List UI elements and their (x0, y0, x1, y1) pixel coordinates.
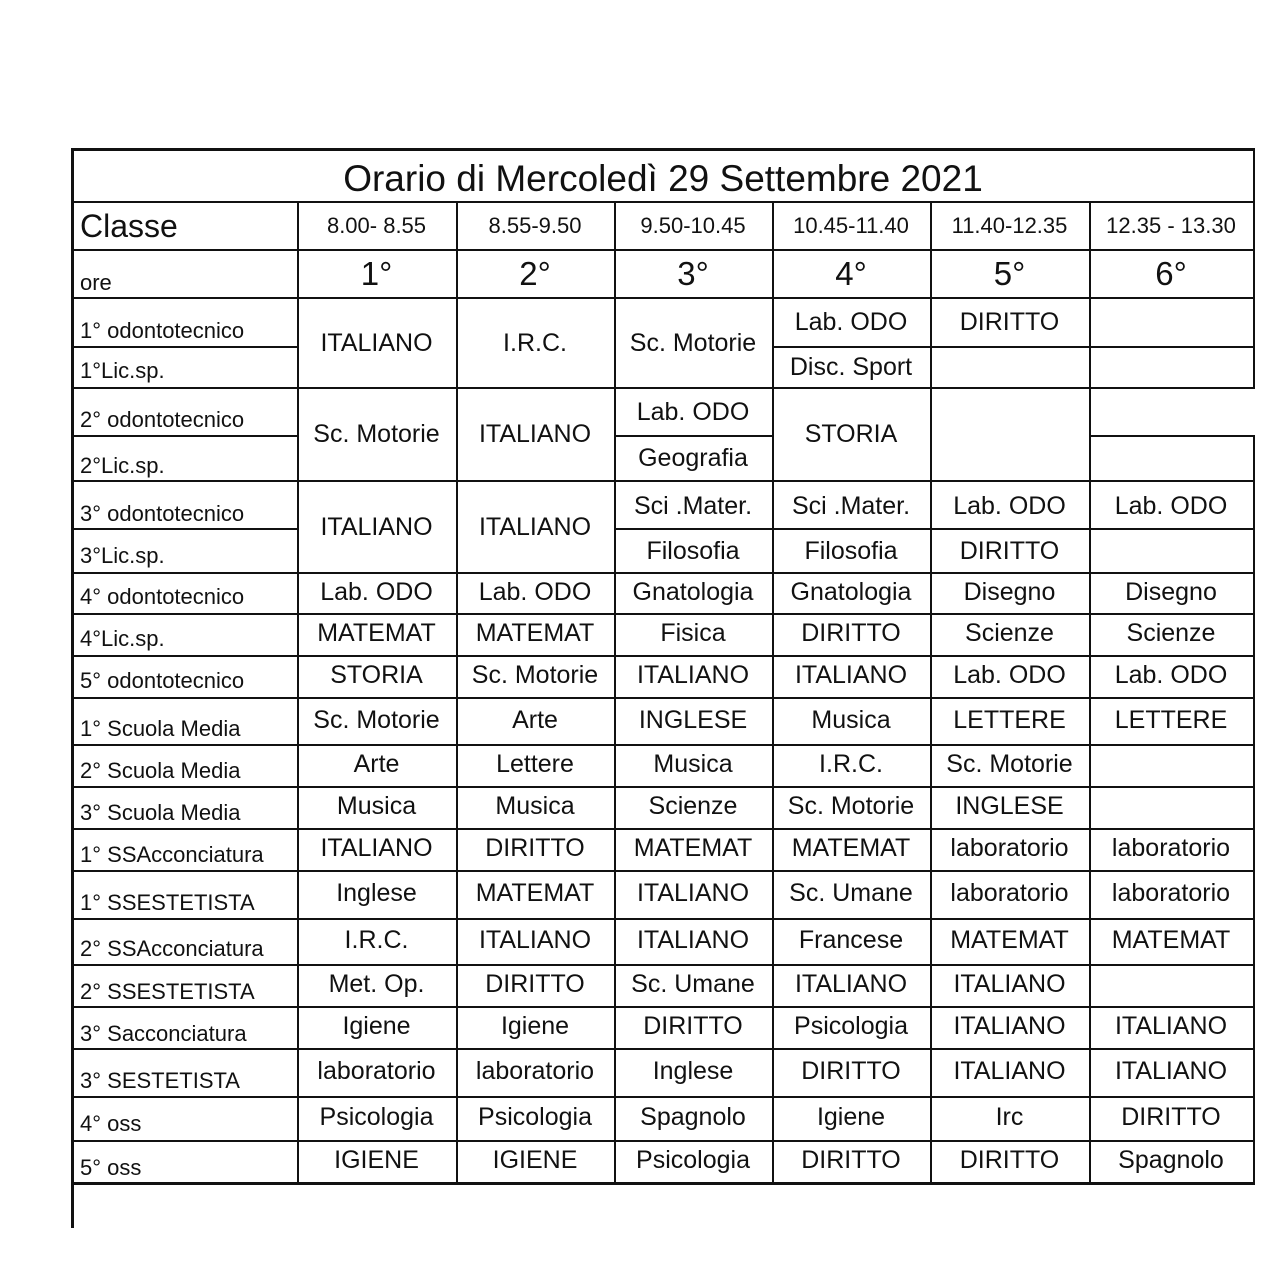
timetable-cell: DIRITTO (643, 1012, 743, 1040)
timetable-cell: Lettere (496, 750, 574, 778)
class-label: 4°Lic.sp. (80, 626, 165, 651)
timetable-cell: DIRITTO (801, 1146, 901, 1174)
timetable-cell: Igiene (816, 1103, 886, 1131)
class-label: 1° SSAcconciatura (80, 842, 264, 867)
timetable-cell: DIRITTO (1121, 1103, 1221, 1131)
grid-line (1253, 148, 1255, 388)
timetable-cell: ITALIANO (478, 926, 592, 954)
timetable-cell: Psicologia (794, 1012, 908, 1040)
timetable-cell: Sci .Mater. (791, 491, 911, 520)
class-label: 3° SESTETISTA (80, 1068, 240, 1093)
timetable-cell: laboratorio (475, 1057, 595, 1085)
class-label: 3° Scuola Media (80, 800, 241, 825)
timetable-cell: Fisica (660, 619, 726, 647)
timetable-cell: Sci .Mater. (633, 491, 753, 520)
timetable-cell: ITALIANO (794, 661, 908, 689)
timetable-cell: STORIA (330, 661, 423, 689)
timetable-cell: ITALIANO (478, 420, 592, 448)
timetable-cell: Sc. Motorie (629, 328, 757, 357)
time-slot-header: 12.35 - 13.30 (1106, 213, 1236, 238)
grid-line (71, 148, 74, 1228)
timetable-cell: ITALIANO (636, 661, 750, 689)
timetable-cell: Musica (811, 705, 891, 734)
hour-number-header: 2° (519, 255, 551, 292)
class-label: 2°Lic.sp. (80, 453, 165, 478)
hour-number-header: 5° (993, 255, 1026, 292)
time-slot-header: 11.40-12.35 (951, 213, 1068, 238)
timetable-cell: ITALIANO (636, 926, 750, 954)
timetable-cell: laboratorio (1111, 834, 1231, 862)
timetable-cell: INGLESE (955, 792, 1064, 820)
timetable-cell: DIRITTO (801, 1057, 901, 1085)
timetable-cell: DIRITTO (959, 536, 1060, 565)
timetable-cell: ITALIANO (953, 970, 1066, 998)
timetable-cell (1089, 965, 1253, 1004)
timetable-cell: Sc. Motorie (946, 750, 1073, 778)
timetable-cell: Disegno (1125, 577, 1217, 606)
timetable-cell: Spagnolo (640, 1103, 746, 1131)
class-label: 2° Scuola Media (80, 758, 241, 783)
timetable-cell: MATEMAT (1111, 926, 1231, 954)
timetable-cell: Igiene (342, 1012, 411, 1040)
timetable-cell: Geografia (638, 444, 748, 472)
timetable-cell: Sc. Motorie (313, 420, 440, 448)
timetable-cell: Spagnolo (1118, 1146, 1224, 1174)
timetable-cell: ITALIANO (320, 328, 433, 357)
timetable-cell: Scienze (648, 792, 738, 820)
grid-line (1253, 436, 1255, 1184)
class-label: 3° Sacconciatura (80, 1021, 247, 1046)
timetable-cell: Gnatologia (790, 577, 912, 606)
timetable-cell: Sc. Umane (631, 970, 755, 998)
hour-number-header: 3° (677, 255, 709, 292)
timetable-cell: Inglese (652, 1057, 734, 1085)
timetable-cell: I.R.C. (819, 750, 883, 778)
class-label: 1° SSESTETISTA (80, 890, 255, 915)
timetable-cell: Arte (353, 750, 400, 778)
timetable-cell: ITALIANO (320, 512, 433, 541)
timetable-cell: laboratorio (1111, 879, 1231, 907)
timetable-cell: DIRITTO (959, 308, 1060, 336)
timetable-cell: MATEMAT (317, 619, 436, 647)
class-label: 2° odontotecnico (80, 407, 245, 432)
timetable-cell: Lab. ODO (1114, 491, 1228, 520)
class-label: 2° SSESTETISTA (80, 979, 255, 1004)
class-label: 1° odontotecnico (80, 318, 245, 343)
timetable-cell: ITALIANO (1114, 1057, 1228, 1085)
timetable-cell: DIRITTO (485, 834, 585, 862)
timetable-cell: Igiene (500, 1012, 570, 1040)
timetable-cell: Sc. Motorie (787, 792, 915, 820)
timetable-cell: Gnatologia (632, 577, 754, 606)
timetable-cell: Sc. Motorie (471, 661, 599, 689)
timetable-cell: Lab. ODO (794, 308, 908, 336)
header-ore: ore (80, 270, 112, 295)
time-slot-header: 8.00- 8.55 (326, 213, 427, 238)
grid-line (73, 528, 297, 530)
timetable-cell: laboratorio (950, 879, 1069, 907)
timetable-cell (1089, 745, 1253, 784)
timetable-cell: Scienze (1126, 619, 1216, 647)
timetable-cell: ITALIANO (953, 1012, 1066, 1040)
timetable-cell: MATEMAT (475, 619, 595, 647)
grid-line (71, 1182, 1255, 1185)
timetable-cell: Musica (653, 750, 733, 778)
timetable-cell: Disc. Sport (789, 353, 913, 381)
timetable-cell: Lab. ODO (1114, 661, 1228, 689)
timetable-cell: Arte (512, 705, 558, 734)
class-label: 3° odontotecnico (80, 501, 245, 526)
class-label: 4° oss (80, 1111, 142, 1136)
header-classe: Classe (80, 208, 178, 244)
timetable-cell: laboratorio (317, 1057, 436, 1085)
timetable-cell: ITALIANO (794, 970, 908, 998)
timetable-cell: Lab. ODO (636, 397, 750, 426)
timetable-cell: Psicologia (636, 1146, 750, 1174)
timetable-cell: MATEMAT (950, 926, 1069, 954)
timetable-cell: LETTERE (1114, 705, 1228, 734)
timetable-cell: I.R.C. (344, 926, 409, 954)
timetable-cell: Musica (495, 792, 575, 820)
timetable-cell: ITALIANO (1114, 1012, 1228, 1040)
timetable-cell: DIRITTO (959, 1146, 1060, 1174)
timetable-cell: Inglese (336, 879, 417, 907)
timetable-cell: LETTERE (953, 705, 1066, 734)
timetable-cell: Filosofia (804, 536, 898, 565)
timetable-cell: Sc. Motorie (313, 705, 440, 734)
timetable-cell: ITALIANO (320, 834, 433, 862)
timetable-cell: MATEMAT (791, 834, 911, 862)
timetable-cell: STORIA (804, 420, 898, 448)
timetable-cell: MATEMAT (475, 879, 595, 907)
timetable-cell: Lab. ODO (953, 491, 1066, 520)
timetable-cell: I.R.C. (503, 328, 567, 357)
grid-line (71, 148, 1255, 151)
grid-line (73, 435, 297, 437)
timetable-cell: Sc. Umane (789, 879, 913, 907)
class-label: 1° Scuola Media (80, 716, 241, 741)
timetable-cell: Francese (798, 926, 904, 954)
class-label: 2° SSAcconciatura (80, 936, 264, 961)
class-label: 1°Lic.sp. (80, 358, 165, 383)
hour-number-header: 4° (835, 255, 867, 292)
timetable-cell: Musica (336, 792, 417, 820)
timetable-cell: MATEMAT (633, 834, 753, 862)
timetable-cell: Scienze (965, 619, 1054, 647)
grid-line (73, 346, 297, 348)
time-slot-header: 9.50-10.45 (640, 213, 746, 238)
timetable-cell: Filosofia (646, 536, 740, 565)
timetable-cell: INGLESE (638, 705, 748, 734)
grid-line (1089, 435, 1255, 437)
timetable-cell: DIRITTO (485, 970, 585, 998)
timetable-cell: laboratorio (950, 834, 1069, 862)
timetable-cell (1089, 787, 1253, 826)
class-label: 5° odontotecnico (80, 668, 245, 693)
timetable-cell: IGIENE (492, 1146, 578, 1174)
timetable-cell: Lab. ODO (320, 577, 433, 606)
class-label: 4° odontotecnico (80, 584, 245, 609)
timetable-cell: Lab. ODO (953, 661, 1066, 689)
timetable-cell: ITALIANO (953, 1057, 1066, 1085)
timetable-cell: DIRITTO (801, 619, 901, 647)
timetable-cell: Psicologia (319, 1103, 434, 1131)
grid-line (73, 480, 1255, 482)
timetable-cell: Met. Op. (328, 970, 425, 998)
timetable-cell: ITALIANO (478, 512, 592, 541)
timetable-cell: Lab. ODO (478, 577, 592, 606)
hour-number-header: 1° (360, 255, 393, 292)
class-label: 3°Lic.sp. (80, 543, 165, 568)
page-title: Orario di Mercoledì 29 Settembre 2021 (343, 158, 983, 199)
timetable-cell: ITALIANO (636, 879, 750, 907)
timetable-cell: Psicologia (478, 1103, 592, 1131)
class-label: 5° oss (80, 1155, 142, 1180)
timetable-cell: Disegno (963, 577, 1056, 606)
time-slot-header: 8.55-9.50 (488, 213, 582, 238)
timetable-cell: Irc (995, 1103, 1024, 1131)
timetable-cell: IGIENE (334, 1146, 419, 1174)
time-slot-header: 10.45-11.40 (793, 213, 909, 238)
hour-number-header: 6° (1155, 255, 1187, 292)
